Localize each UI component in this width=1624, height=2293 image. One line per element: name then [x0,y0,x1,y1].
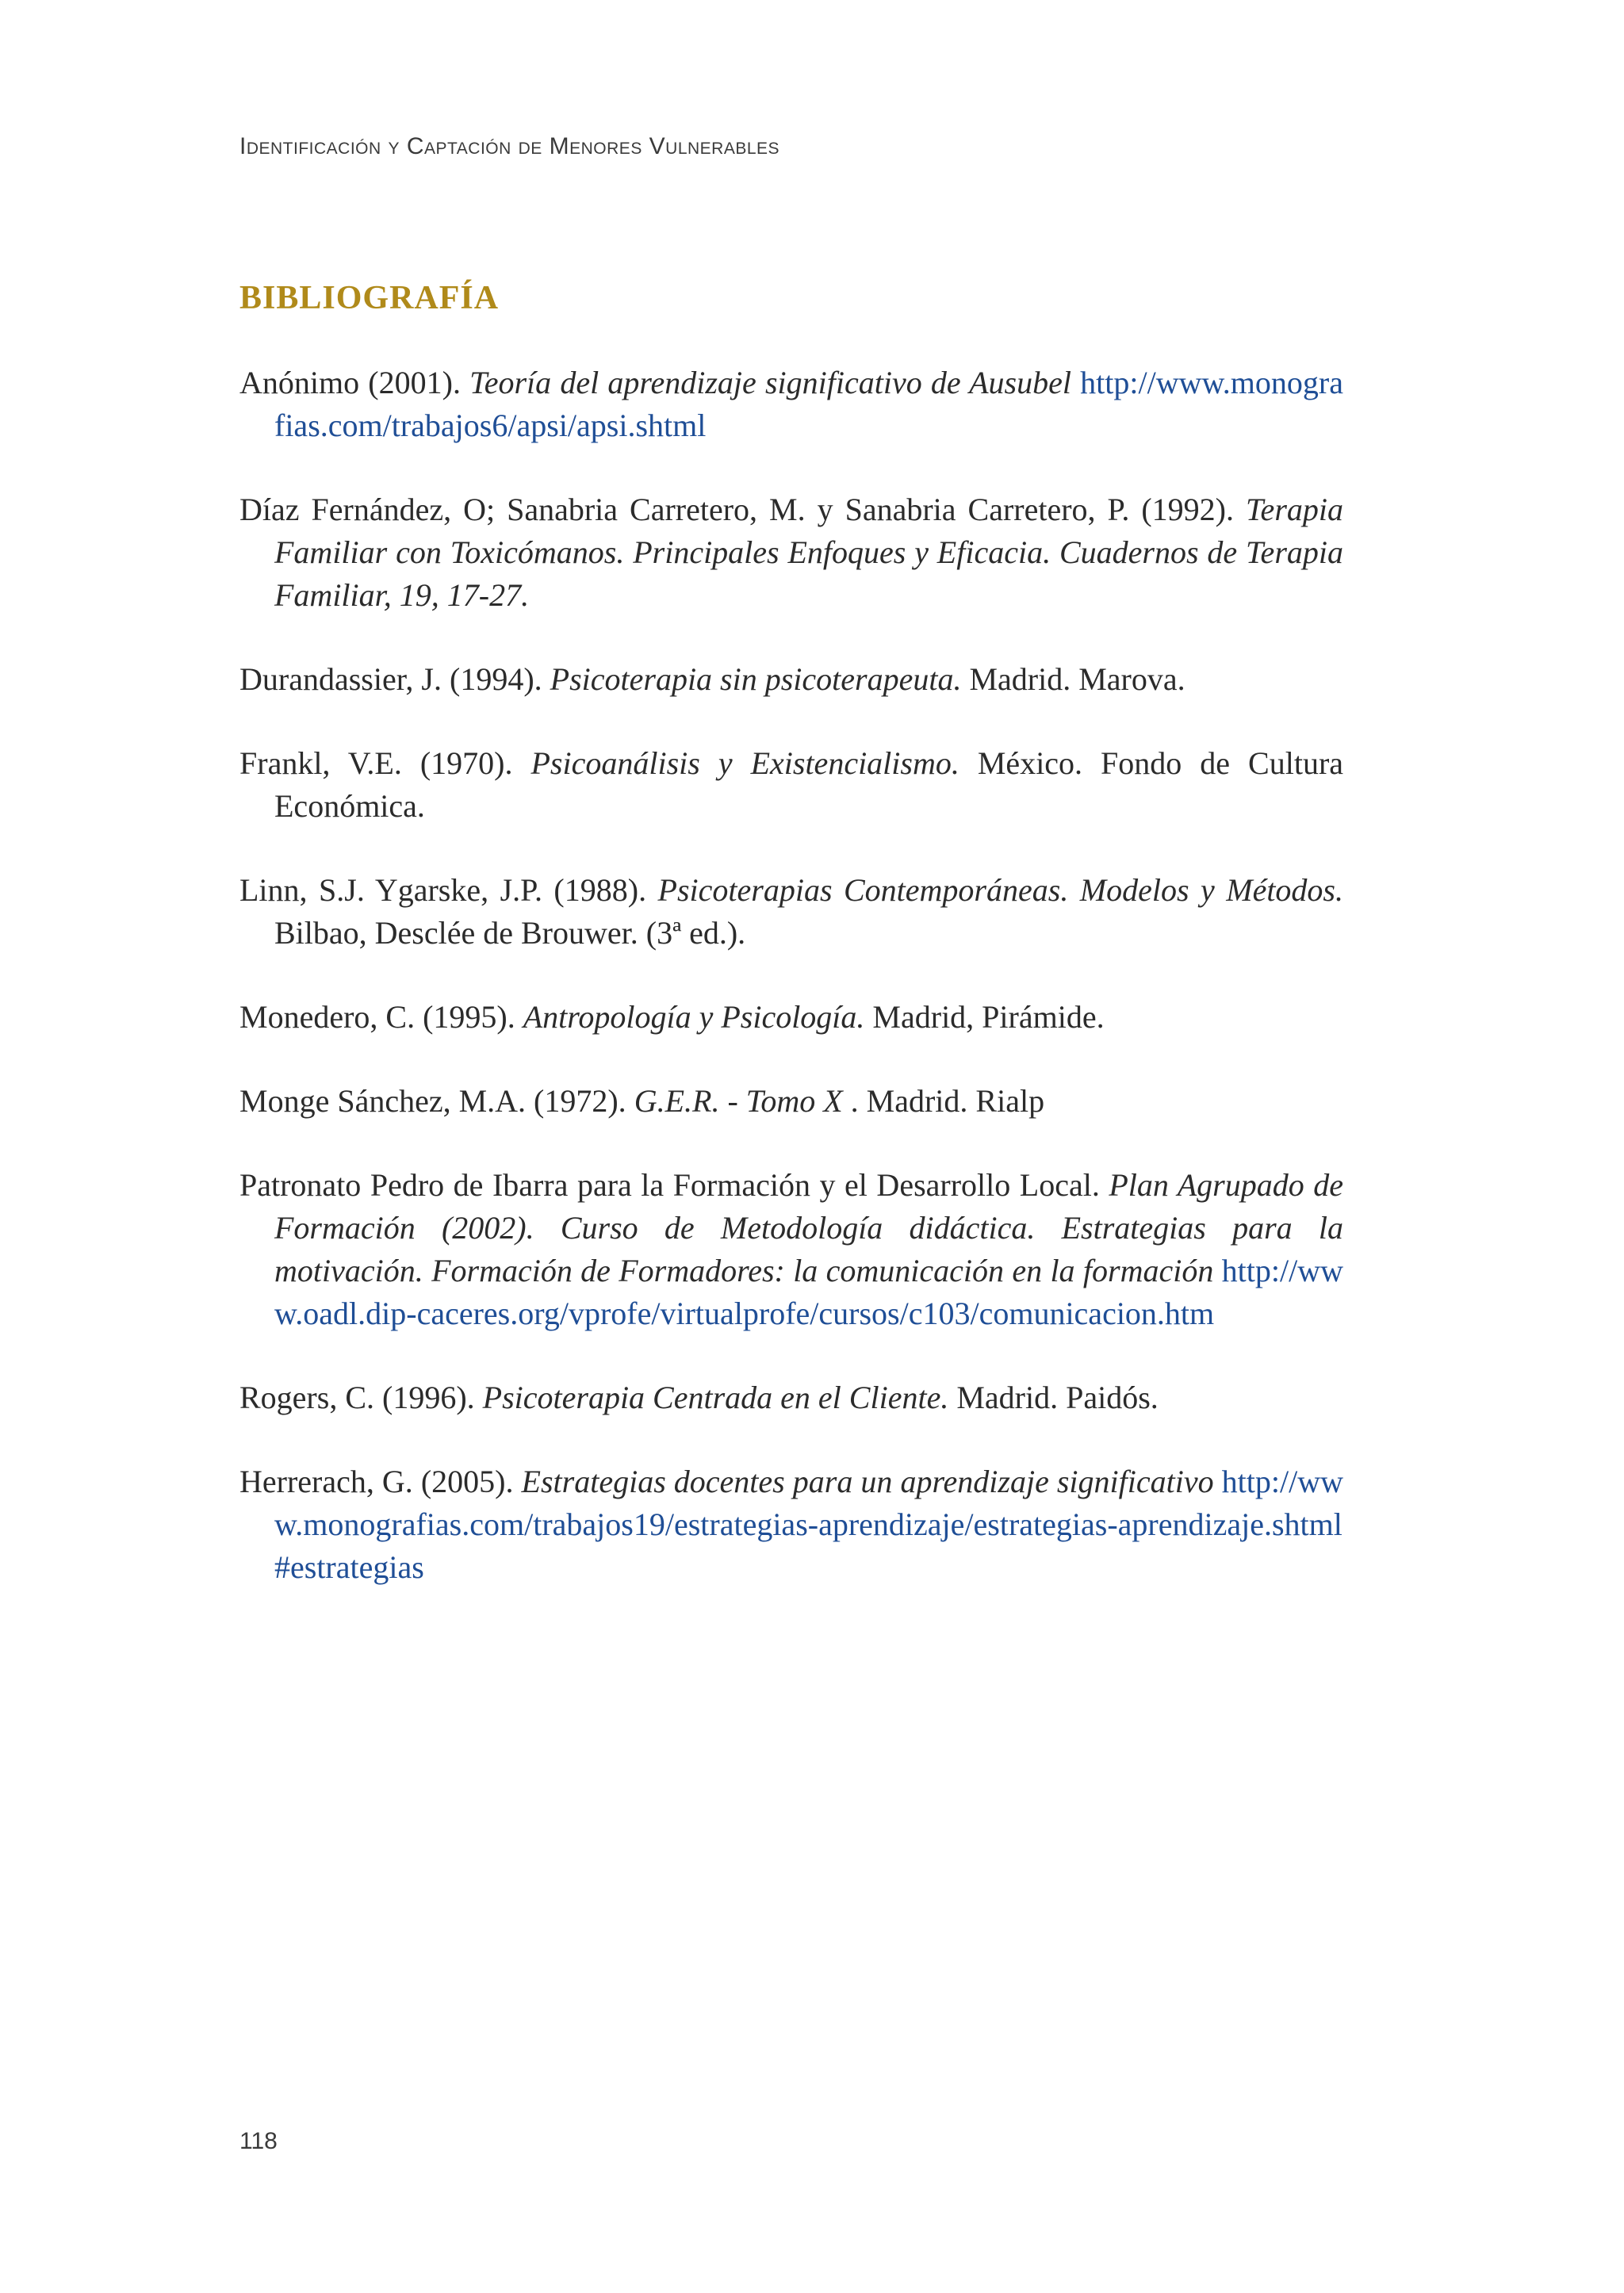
reference-title: G.E.R. - Tomo X [634,1083,843,1119]
reference-title: Estrategias docentes para un aprendizaje significativo [521,1464,1214,1499]
reference-suffix: . Madrid. Rialp [842,1083,1045,1119]
reference-prefix: Patronato Pedro de Ibarra para la Formación y el Desarrollo Local. [239,1167,1109,1203]
reference-suffix: Madrid. Paidós. [948,1380,1159,1415]
reference-prefix: Herrerach, G. (2005). [239,1464,522,1499]
running-header: Identificación y Captación de Menores Vulnerables [239,133,780,159]
reference-link[interactable]: http://www.oadl.dip-caceres.org/vprofe/virtualprofe/cursos/c103/comunicacion.htm [274,1253,1344,1331]
reference-prefix: Monge Sánchez, M.A. (1972). [239,1083,634,1119]
reference-suffix: México. Fondo de Cultura Económica. [274,745,1344,824]
reference-item [239,742,1343,828]
reference-suffix: Madrid. Marova. [961,661,1185,697]
section-title: BIBLIOGRAFÍA [239,280,500,316]
reference-item [239,488,1343,617]
reference-prefix: Linn, S.J. Ygarske, J.P. (1988). [239,872,658,908]
reference-link[interactable]: http://www.monografias.com/trabajos6/apsi/apsi.shtml [274,365,1343,443]
reference-title: Teoría del aprendizaje significativo de Ausubel [469,365,1071,400]
reference-title: Antropología y Psicología. [523,999,865,1035]
reference-prefix: Durandassier, J. (1994). [239,661,550,697]
reference-title: Psicoanálisis y Existencialismo. [530,745,959,781]
reference-item [239,362,1343,447]
reference-item [239,658,1343,701]
reference-prefix: Frankl, V.E. (1970). [239,745,531,781]
reference-suffix: Bilbao, Desclée de Brouwer. (3ª ed.). [274,915,746,951]
reference-prefix: Rogers, C. (1996). [239,1380,483,1415]
page-number: 118 [239,2128,278,2154]
reference-prefix: Anónimo (2001). [239,365,470,400]
reference-title: Psicoterapia Centrada en el Cliente. [482,1380,949,1415]
reference-suffix [1071,365,1080,400]
reference-prefix: Díaz Fernández, O; Sanabria Carretero, M. y Sanabria Carretero, P. (1992). [239,492,1246,527]
reference-suffix [1213,1253,1221,1288]
reference-prefix: Monedero, C. (1995). [239,999,523,1035]
reference-link[interactable]: http://www.monografias.com/trabajos19/estrategias-aprendizaje/estrategias-aprendizaje.shtml#estrategias [274,1464,1344,1585]
reference-title: Psicoterapia sin psicoterapeuta. [550,661,962,697]
reference-item [239,869,1343,955]
reference-suffix: Madrid, Pirámide. [864,999,1105,1035]
reference-list [239,362,1343,1630]
reference-item [239,1460,1343,1589]
reference-title: Plan Agrupado de Formación (2002). Curso de Metodología didáctica. Estrategias para la motivación. Formación de Formadores: la comunicación en la formación [274,1167,1344,1288]
reference-title: Psicoterapias Contemporáneas. Modelos y Métodos. [657,872,1343,908]
reference-item [239,1080,1343,1123]
reference-item [239,1164,1343,1335]
reference-title: Terapia Familiar con Toxicómanos. Principales Enfoques y Eficacia. Cuadernos de Terapia Familiar, 19, 17-27. [274,492,1343,613]
reference-suffix [1214,1464,1222,1499]
reference-item [239,996,1343,1039]
reference-item [239,1376,1343,1419]
